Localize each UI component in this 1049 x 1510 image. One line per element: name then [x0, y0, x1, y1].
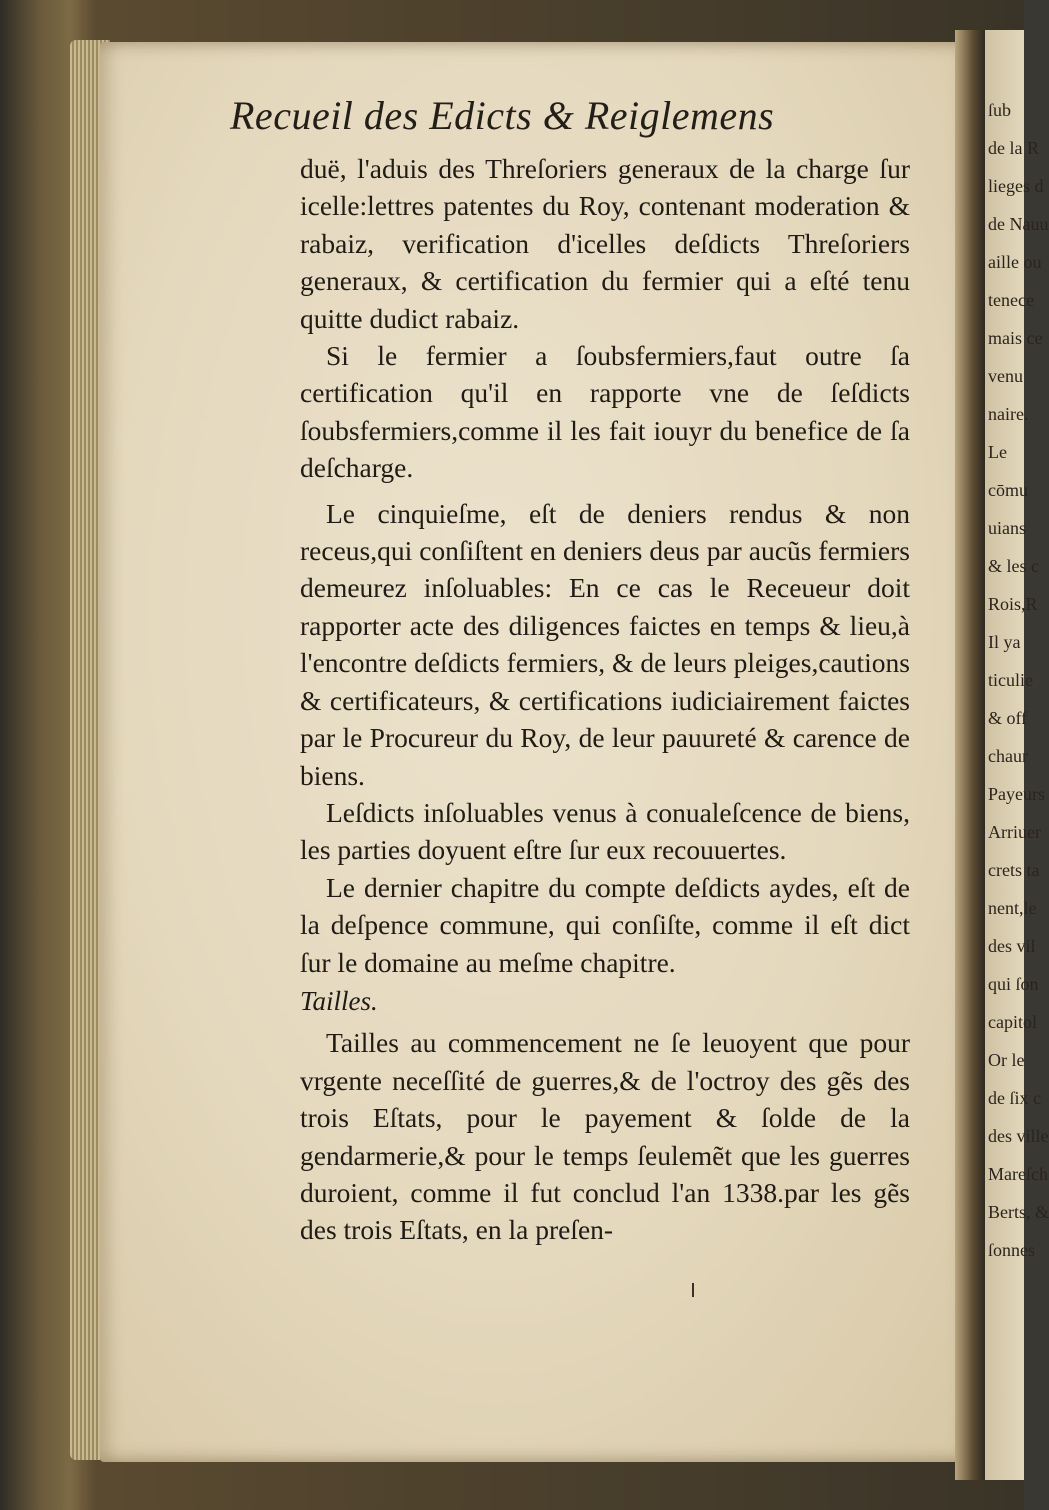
adjacent-page-fragment: chaur	[988, 746, 1028, 766]
adjacent-page-fragment: des ville	[988, 1126, 1049, 1146]
adjacent-page-fragment: venu	[988, 366, 1023, 386]
adjacent-page-fragment: Mareſch	[988, 1164, 1048, 1184]
adjacent-page-fragment: & les c	[988, 556, 1039, 576]
adjacent-page-fragment: cōmu	[988, 480, 1028, 500]
adjacent-page-fragment: nent,le	[988, 898, 1037, 918]
adjacent-page-fragment: de la R	[988, 138, 1039, 158]
adjacent-page-fragment: ticulie	[988, 670, 1033, 690]
paragraph: Le dernier chapitre du compte deſdicts aydes, eſt de la deſpence commune, qui conſiſte, comme il eſt dict ſur le domaine au meſme chapitre.	[300, 871, 910, 978]
adjacent-page-fragment: de Nauu	[988, 214, 1049, 234]
adjacent-page-fragment: Or le	[988, 1050, 1025, 1070]
adjacent-page-fragment: tenece	[988, 290, 1034, 310]
ink-mark	[692, 1283, 694, 1297]
paragraph: Si le fermier a ſoubsfermiers,faut outre ſa certification qu'il en rapporte vne de ſeſdicts ſoubsfermiers,comme il les fait iouyr du benefice de ſa deſcharge.	[300, 340, 910, 484]
paragraph: Tailles au commencement ne ſe leuoyent que pour vrgente neceſſité de guerres,& de l'octroy des gẽs des trois Eſtats, pour le payement & ſolde de la gendarmerie,& pour le temps ſeulemẽt que les guerres duroient, comme il fut conclud l'an 1338.par les gẽs des trois Eſtats, en la preſen-	[300, 1027, 910, 1246]
paragraph: duë, l'aduis des Threſoriers generaux de la charge ſur icelle:lettres patentes du Roy, contenant moderation & rabaiz, verification d'icelles deſdicts Threſoriers generaux, & certification du fermier qui a eſté tenu quitte dudict rabaiz.	[300, 153, 910, 334]
adjacent-page-fragment: naire.	[988, 404, 1029, 424]
adjacent-page-fragment: de ſix c	[988, 1088, 1041, 1108]
adjacent-page	[985, 30, 1049, 1480]
adjacent-page-fragment: uians	[988, 518, 1026, 538]
adjacent-page-fragment: ſonnes	[988, 1240, 1035, 1260]
section-heading: Tailles.	[300, 985, 378, 1016]
running-head: Recueil des Edicts & Reiglemens	[230, 93, 775, 138]
adjacent-page-fragment: ſub	[988, 100, 1012, 120]
adjacent-page-fragment: & off	[988, 708, 1028, 728]
adjacent-page-fragment: aille ou	[988, 252, 1042, 272]
adjacent-page-fragment: lieges d	[988, 176, 1044, 196]
adjacent-page-fragment: capitol	[988, 1012, 1037, 1032]
book-gutter	[955, 30, 985, 1480]
adjacent-page-fragment: Le	[988, 442, 1007, 462]
adjacent-page-fragment: Arriuer	[988, 822, 1041, 842]
paragraph: Leſdicts inſoluables venus à conualeſcence de biens, les parties doyuent eſtre ſur eux recouuertes.	[300, 796, 910, 866]
adjacent-page-fragment: Berts, &	[988, 1202, 1049, 1222]
adjacent-page-fragment: des vil	[988, 936, 1036, 956]
adjacent-page-fragment: qui ſon	[988, 974, 1039, 994]
main-text	[300, 150, 910, 1249]
adjacent-page-fragment: Rois,R	[988, 594, 1038, 614]
adjacent-page-fragment: mais ce	[988, 328, 1043, 348]
paragraph: Le cinquieſme, eſt de deniers rendus & non receus,qui conſiſtent en deniers deus par aucũs fermiers demeurez inſoluables: En ce cas le Receueur doit rapporter acte des diligences faictes en temps & lieu,à l'encontre deſdicts fermiers, & de leurs pleiges,cautions & certificateurs, & certifications iudiciairement faictes par le Procureur du Roy, de leur pauureté & carence de biens.	[300, 497, 910, 791]
adjacent-page-fragment: Payeurs	[988, 784, 1045, 804]
adjacent-page-fragment: Il ya	[988, 632, 1021, 652]
adjacent-page-fragment: crets ta	[988, 860, 1040, 880]
